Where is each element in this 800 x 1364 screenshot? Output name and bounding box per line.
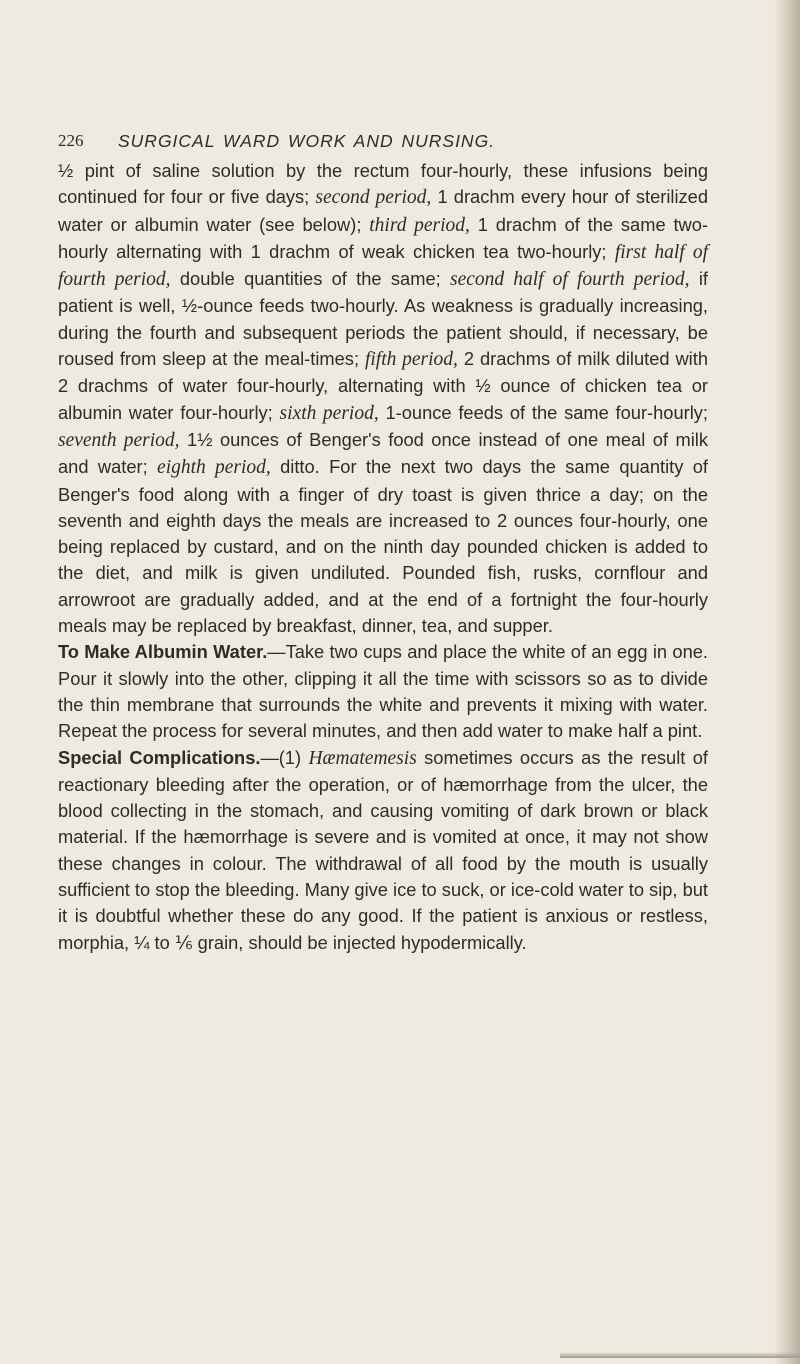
period-label: seventh period, — [58, 429, 180, 451]
period-label: first half of fourth period, — [58, 241, 708, 291]
paragraph-special-complications — [58, 745, 708, 956]
period-label: second half of fourth period, — [450, 269, 690, 291]
period-label: second period, — [315, 187, 432, 209]
text-segment: sometimes occurs as the result of reactionary bleeding after the operation, or of hæmorrhage from the ulcer, the blood collecting in the stomach, and causing vomiting of dark brown or black material. If the hæmorrhage is severe and is vomited at once, it may not show these changes in colour. The withdrawal of all food by the mouth is usually sufficient to stop the bleeding. Many give ice to suck, or ice-cold water to sip, but it is doubtful whether these do any good. If the patient is anxious or restless, morphia, ¼ to ⅙ grain, should be injected hypodermically. — [58, 746, 709, 953]
period-label: sixth period, — [279, 402, 379, 424]
page-number: 226 — [58, 131, 84, 150]
text-segment: —Take two cups and place the white of an egg in one. Pour it slowly into the other, clipping it all the time with scissors so as to divide the thin membrane that surrounds the white and prevents it mixing with water. Repeat the process for several minutes, and then add water to make half a pint. — [58, 641, 708, 742]
period-label: eighth period, — [157, 457, 271, 479]
text-segment: if patient is well, ½-ounce feeds two-hourly. As weakness is gradually increasing, during the fourth and subsequent periods the patient should, if necessary, be roused from sleep at the meal-times; — [58, 268, 708, 370]
running-title: SURGICAL WARD WORK AND NURSING. — [118, 131, 496, 151]
section-heading: Special Complications. — [58, 746, 261, 768]
text-segment: 1½ ounces of Benger's food once instead of one meal of milk and water; — [58, 428, 708, 478]
paragraph-diet-periods — [58, 158, 708, 639]
paragraph-albumin-water — [58, 639, 708, 744]
text-segment: 2 drachms of milk diluted with 2 drachms of water four-hourly, alternating with ½ ounce of chicken tea or albumin water four-hourly; — [58, 348, 708, 423]
period-label: fifth period, — [364, 349, 458, 371]
body-text — [58, 158, 708, 956]
term-label: Hæmatemesis — [308, 747, 417, 769]
text-segment: 1 drachm of the same two-hourly alternating with 1 drachm of weak chicken tea two-hourly; — [58, 213, 709, 262]
running-header — [58, 131, 748, 159]
page-edge-shadow — [774, 0, 800, 1364]
text-segment: ditto. For the next two days the same quantity of Benger's food along with a finger of dry toast is given thrice a day; on the seventh and eighth days the meals are increased to 2 ounces four-hourly, one being replaced by custard, and on the ninth day pounded chicken is added to the diet, and milk is given undiluted. Pounded fish, rusks, cornflour and arrowroot are gradually added, and at the end of a fortnight the four-hourly meals may be replaced by breakfast, dinner, tea, and supper. — [58, 456, 708, 637]
text-segment: 1-ounce feeds of the same four-hourly; — [378, 401, 709, 423]
page-bottom-edge — [560, 1352, 800, 1358]
period-label: third period, — [369, 214, 470, 236]
text-segment: double quantities of the same; — [170, 268, 450, 290]
section-heading: To Make Albumin Water. — [58, 641, 268, 663]
text-segment: —(1) — [260, 746, 309, 768]
text-segment: ½ pint of saline solution by the rectum four-hourly, these infusions being continued for four or five days; — [58, 160, 708, 208]
text-segment: 1 drachm every hour of sterilized water or albumin water (see below); — [58, 186, 709, 235]
